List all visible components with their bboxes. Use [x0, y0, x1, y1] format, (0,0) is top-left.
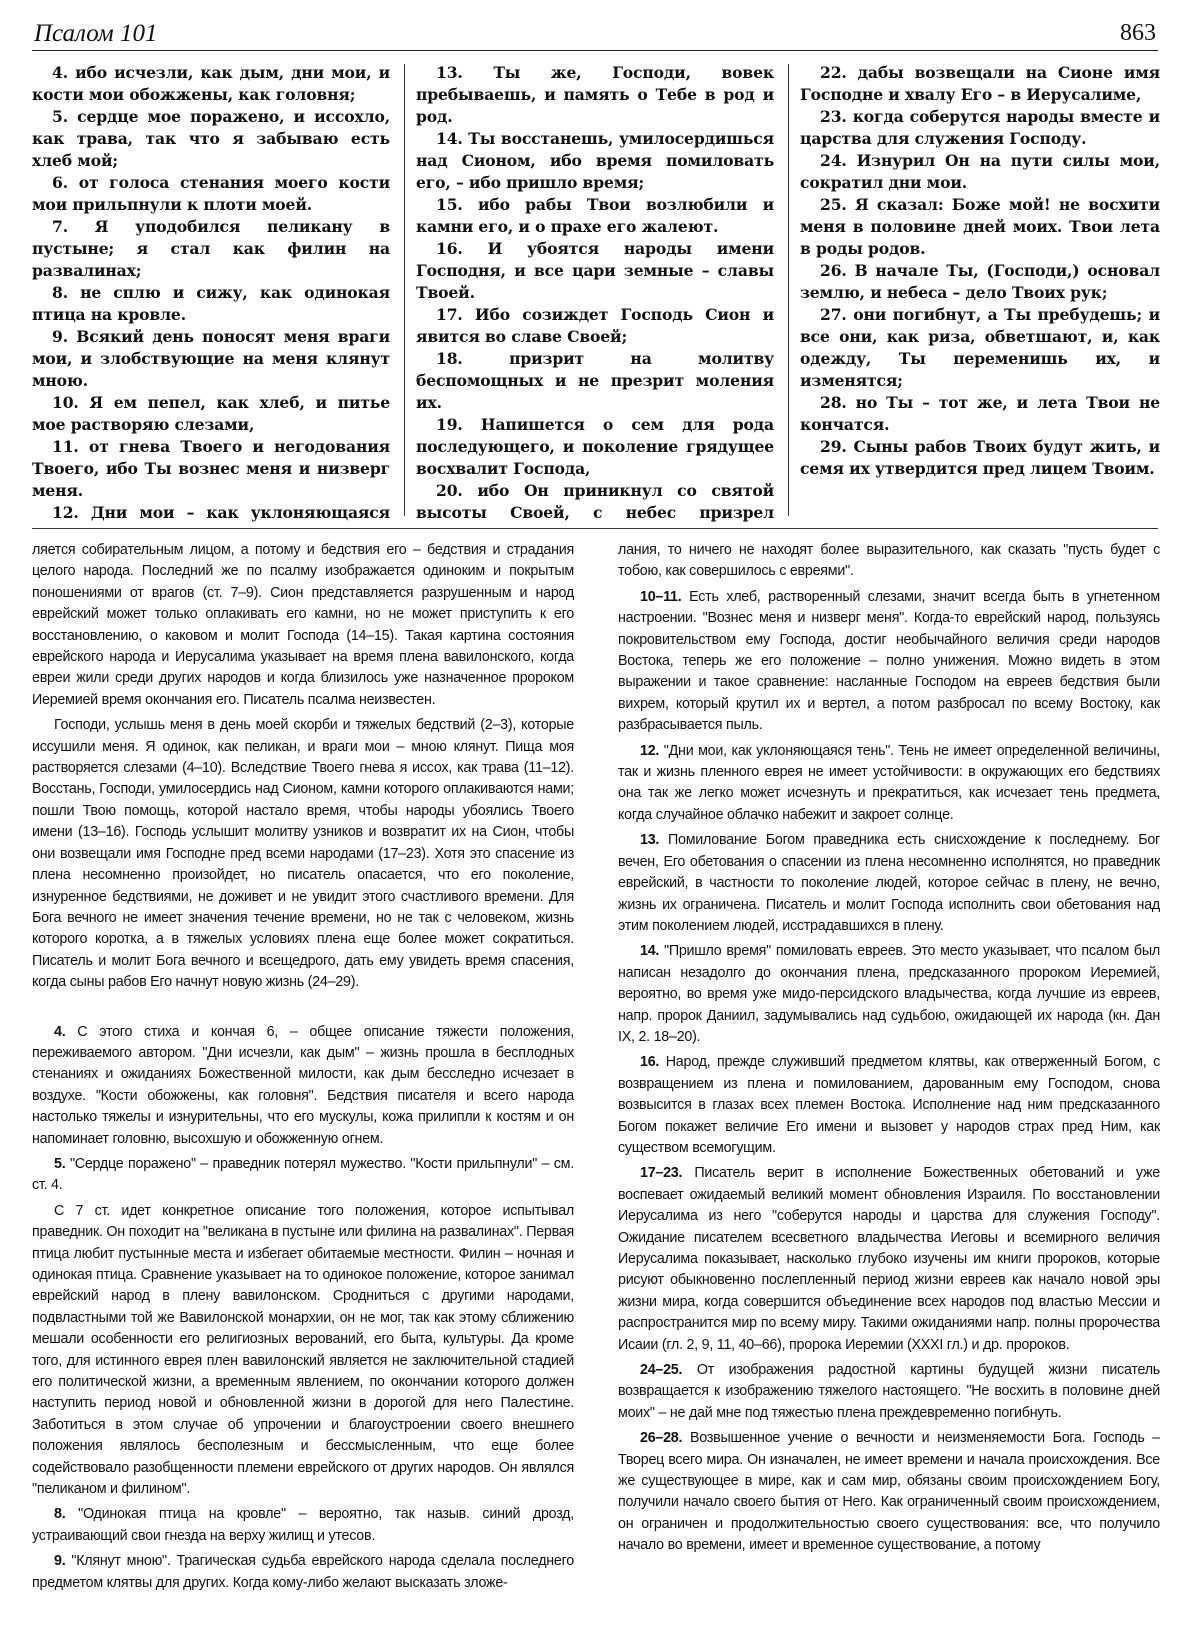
commentary-column-2 — [618, 540, 1160, 1630]
verse-column-3 — [800, 62, 1160, 522]
commentary-text: "Клянут мною". Трагическая судьба еврейского народа сделала последнего предметом клятвы для других. Когда кому-либо желают высказать зложе- — [32, 1553, 574, 1591]
commentary-text: лания, то ничего не находят более выразительного, как сказать "пусть будет с тобою, как совершилось с евреями". — [618, 542, 1160, 580]
verse-reference: 5. — [54, 1155, 66, 1172]
column-rule — [788, 64, 789, 516]
commentary-paragraph — [618, 1163, 1160, 1356]
verse-reference: 12. — [640, 742, 660, 759]
commentary-paragraph — [32, 1504, 574, 1547]
commentary-column-1 — [32, 540, 574, 1630]
verse-reference: 13. — [640, 832, 660, 849]
psalm-verse: 13. Ты же, Господи, вовек пребываешь, и память о Тебе в род и род. — [416, 63, 774, 126]
commentary-text: От изображения радостной картины будущей жизни писатель возвращается к изображению тяжелого настоящего. "Не восхить в половине дней моих" – не дай мне под тяжестью плена преждевременно погибнуть. — [618, 1362, 1160, 1421]
commentary-paragraph — [32, 1551, 574, 1594]
psalm-verse: 7. Я уподобился пеликану в пустыне; я стал как филин на развалинах; — [32, 217, 390, 280]
psalm-verse: 16. И убоятся народы имени Господня, и все цари земные – славы Твоей. — [416, 239, 774, 302]
psalm-verse: 22. дабы возвещали на Сионе имя Господне и хвалу Его – в Иерусалиме, — [800, 63, 1160, 104]
verse-reference: 14. — [640, 943, 660, 960]
psalm-verse: 17. Ибо созиждет Господь Сион и явится во славе Своей; — [416, 305, 774, 346]
commentary-paragraph — [32, 1201, 574, 1501]
commentary-text: Писатель верит в исполнение Божественных обетований и уже воспевает ожидаемый великий момент обновления Израиля. По восстановлении Иерусалима из него "соберутся народы и царства для служения Господу". Ожидание писателем всесветного владычества Иеговы и всемирного величия Иерусалима показывает, насколько глубоко изучены им книги пророков, которые рисуют обыкновенно послепленный период жизни евреев как начало новой эры жизни мира, когда совершится объединение всех народов под властью Мессии и распространится мир по всему миру. Такими ожиданиями напр. полны пророчества Исаии (гл. 2, 9, 11, 40–66), пророка Иеремии (XXXI гл.) и др. пророков. — [618, 1165, 1160, 1353]
commentary-paragraph — [618, 1360, 1160, 1424]
page-number: 863 — [1120, 20, 1156, 46]
psalm-verse: 15. ибо рабы Твои возлюбили и камни его, и о прахе его жалеют. — [416, 195, 774, 236]
commentary-paragraph — [618, 830, 1160, 937]
psalm-verse: 28. но Ты – тот же, и лета Твои не кончатся. — [800, 393, 1160, 434]
section-divider — [32, 528, 1158, 529]
commentary-text: Народ, прежде служивший предметом клятвы, как отверженный Богом, с возвращением из плена и помилованием, дарованным ему Господом, снова возвысится в глазах всех племен Востока. Исполнение над ним предсказанного Богом покажет величие Его имени и вызовет у народов страх пред Ним, как существом всемогущим. — [618, 1054, 1160, 1156]
psalm-verse: 5. сердце мое поражено, и иссохло, как трава, так что я забываю есть хлеб мой; — [32, 107, 390, 170]
verse-column-2 — [416, 62, 774, 522]
commentary-text: С этого стиха и кончая 6, – общее описание тяжести положения, переживаемого автором. "Дни исчезли, как дым" – жизнь прошла в бесплодных стенаниях и ожиданиях Божественной милости, как дым бесследно исчезает в воздухе. "Кости обожжены, как головня". Бедствия писателя и всего народа настолько тяжелы и изнурительны, что его мускулы, кожа прилипли к костям и он напоминает головню, высохшую и обожженную огнем. — [32, 1023, 574, 1147]
verse-column-1 — [32, 62, 390, 522]
commentary-paragraph — [32, 1022, 574, 1150]
verse-reference: 17–23. — [640, 1165, 683, 1182]
psalm-verse: 4. ибо исчезли, как дым, дни мои, и кости мои обожжены, как головня; — [32, 63, 390, 104]
commentary-paragraph — [618, 941, 1160, 1048]
commentary-paragraph — [618, 540, 1160, 583]
commentary-text: Помилование Богом праведника есть снисхождение к последнему. Бог вечен, Его обетования о спасении из плена несомненно исполнятся, но праведник еврейский, в частности то поколение людей, которое сейчас в плену, не вечно, жизнь их ограничена. Писатель и молит Господа исполнить свои обетования над этим поколением людей, исстрадавшихся в плену. — [618, 832, 1160, 934]
running-title: Псалом 101 — [34, 20, 158, 47]
commentary-paragraph — [32, 1154, 574, 1197]
verse-reference: 9. — [54, 1553, 66, 1570]
psalm-verse: 6. от голоса стенания моего кости мои прильпнули к плоти моей. — [32, 173, 390, 214]
psalm-verse: 26. В начале Ты, (Господи,) основал землю, и небеса – дело Твоих рук; — [800, 261, 1160, 302]
commentary-text: С 7 ст. идет конкретное описание того положения, которое испытывал праведник. Он походит на "великана в пустыне или филина на развалинах". Первая птица любит пустынные места и избегает обитаемые местности. Филин – ночная и одинокая птица. Сравнение указывает на то одинокое положение, которое занимал еврейский народ в плену вавилонском. Сродниться с другими народами, подвластными той же Вавилонской монархии, он не мог, так как этому сближению мешали особенности его религиозных верований, его быта, культуры. Да кроме того, для истинного еврея плен вавилонский является не заключительной стадией его политической жизни, а временным явлением, по окончании которого должен наступить период новой и обновленной жизни в дорогой для него Палестине. Заботиться в этом случае об упрочении и благоустроении своего внешнего положения являлось бесполезным и бессмысленным, что еще более содействовало разобщенности племени еврейского от других народов. Он являлся "пеликаном и филином". — [32, 1202, 574, 1498]
commentary-paragraph — [618, 741, 1160, 827]
commentary-text: "Одинокая птица на кровле" – вероятно, так назыв. синий дрозд, устраивающий свои гнезда на верху жилищ и утесов. — [32, 1506, 574, 1544]
psalm-verse: 9. Всякий день поносят меня враги мои, и злобствующие на меня клянут мною. — [32, 327, 390, 390]
psalm-verse: 18. призрит на молитву беспомощных и не презрит моления их. — [416, 349, 774, 412]
psalm-verse: 11. от гнева Твоего и негодования Твоего, ибо Ты вознес меня и низверг меня. — [32, 437, 390, 500]
commentary-text: Возвышенное учение о вечности и неизменяемости Бога. Господь – Творец всего мира. Он изначален, не имеет времени и начала происхождения. Все же существующее в мире, как и сам мир, обязаны своим происхождением Богу, получили начало своего бытия от Него. Как ограниченный своим происхождением, он ограничен и продолжительностью своего существования: все, что получило начало во времени, имеет и временное существование, а потому — [618, 1430, 1160, 1554]
commentary — [32, 540, 1158, 1630]
psalm-verse: 25. Я сказал: Боже мой! не восхити меня в половине дней моих. Твои лета в роды родов. — [800, 195, 1160, 258]
psalm-verse: 27. они погибнут, а Ты пребудешь; и все они, как риза, обветшают, и, как одежду, Ты переменишь их, и изменятся; — [800, 305, 1160, 390]
commentary-text: ляется собирательным лицом, а потому и бедствия его – бедствия и страдания целого народа. Последний же по псалму изображается одиноким и покрытым поношениями от врагов (ст. 7–9). Сион представляется разрушенным и народ еврейский может только оплакивать его камни, но не может приступить к его восстановлению, о каковом и молит Господа (14–15). Такая картина состояния еврейского народа и Иерусалима указывает на время плена вавилонского, когда евреи жили среди других народов и когда близилось уже назначенное пророком Иеремией время окончания его. Писатель псалма неизвестен. — [32, 542, 574, 708]
commentary-paragraph — [618, 1052, 1160, 1159]
psalm-verse: 24. Изнурил Он на пути силы мои, сократил дни мои. — [800, 151, 1160, 192]
verse-reference: 10–11. — [640, 588, 682, 605]
verse-reference: 16. — [640, 1054, 660, 1071]
psalm-verse: 19. Напишется о сем для рода последующего, и поколение грядущее восхвалит Господа, — [416, 415, 774, 478]
psalm-verse: 10. Я ем пепел, как хлеб, и питье мое растворяю слезами, — [32, 393, 390, 434]
verse-reference: 24–25. — [640, 1362, 683, 1379]
verse-reference: 26–28. — [640, 1430, 683, 1447]
psalm-verses — [32, 62, 1158, 528]
commentary-paragraph — [32, 715, 574, 993]
commentary-paragraph — [618, 1428, 1160, 1556]
commentary-text: Господи, услышь меня в день моей скорби и тяжелых бедствий (2–3), которые иссушили меня. Я одинок, как пеликан, и враги мои – мною клянут. Пища моя растворяется слезами (4–10). Вследствие Твоего гнева я иссох, как трава (11–12). Восстань, Господи, умилосердись над Сионом, камни которого оплакиваются нами; пошли Твою помощь, которой настало время, чтобы народы убоялись Твоего имени (13–16). Господь услышит молитву узников и возвратит их на Сион, чтобы они возвещали имя Господне пред всеми народами (17–23). Хотя это спасение из плена несомненно произойдет, но писатель опасается, что его поколение, изнуренное бедствиями, не доживет и не увидит этого счастливого времени. Для Бога вечного не имеет значения течение времени, но не так с человеком, жизнь которого коротка, а в тяжелых условиях плена еще более может сократиться. Писатель и молит Бога вечного и всещедрого, дать ему увидеть время спасения, когда сыны рабов Его начнут новую жизнь (24–29). — [32, 717, 574, 991]
psalm-verse: 8. не сплю и сижу, как одинокая птица на кровле. — [32, 283, 390, 324]
verse-reference: 8. — [54, 1506, 66, 1523]
verse-reference: 4. — [54, 1023, 66, 1040]
column-rule — [404, 64, 405, 516]
running-head — [32, 16, 1158, 51]
commentary-text: "Пришло время" помиловать евреев. Это место указывает, что псалом был написан незадолго до окончания плена, предсказанного пророком Иеремией, вероятно, во время уже мидо-персидского владычества, когда лучшие из евреев, напр. пророк Даниил, задумывались над судьбою, ожидающей их народа (кн. Дан IX, 2. 18–20). — [618, 943, 1160, 1045]
commentary-text: "Сердце поражено" – праведник потерял мужество. "Кости прильпнули" – см. ст. 4. — [32, 1155, 574, 1194]
psalm-verse: 20. ибо Он приникнул со святой высоты Своей, с небес призрел — [416, 481, 774, 522]
psalm-verse: 23. когда соберутся народы вместе и царства для служения Господу. — [800, 107, 1160, 148]
commentary-text: "Дни мои, как уклоняющаяся тень". Тень не имеет определенной величины, так и жизнь пленного еврея не имеет устойчивости: в окружающих его бедствиях она так же легко может исчезнуть и прекратиться, как исчезает тень предмета, когда случайное облачко набежит и закроет солнце. — [618, 742, 1160, 823]
commentary-text: Есть хлеб, растворенный слезами, значит всегда быть в угнетенном настроении. "Вознес меня и низверг меня". Когда-то еврейский народ, пользуясь покровительством ему Господа, достиг необычайного величия среди народов Востока, теперь же его положение – полно унижения. Можно видеть в этом выражении и такое сравнение: насланные Господом на евреев бедствия были вихрем, который крутил их и вертел, а потом разбросал по всему Востоку, как разбрасывается пыль. — [618, 588, 1160, 734]
commentary-paragraph — [618, 587, 1160, 737]
psalm-verse: 29. Сыны рабов Твоих будут жить, и семя их утвердится пред лицем Твоим. — [800, 437, 1160, 478]
psalm-verse: 14. Ты восстанешь, умилосердишься над Сионом, ибо время помиловать его, – ибо пришло время; — [416, 129, 774, 192]
psalm-verse: 12. Дни мои – как уклоняющаяся — [52, 503, 390, 522]
commentary-paragraph — [32, 540, 574, 711]
